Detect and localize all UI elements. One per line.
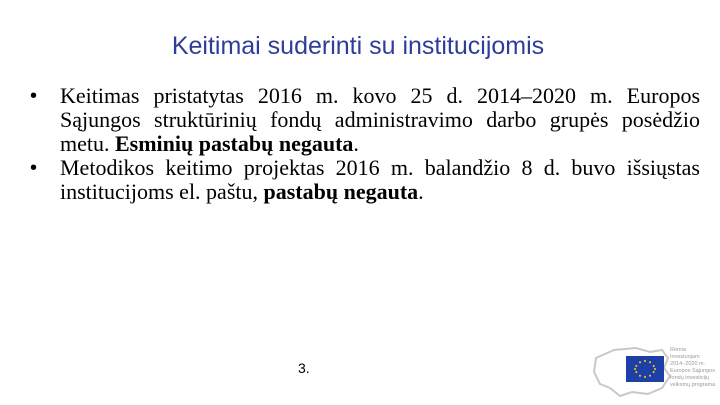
bullet-bold-text: Esminių pastabų negauta — [115, 131, 354, 156]
page-number: 3. — [298, 360, 310, 376]
bullet-list — [30, 84, 700, 204]
bullet-marker: • — [30, 157, 38, 179]
eu-flag — [626, 356, 664, 382]
slide-title: Keitimai suderinti su institucijomis — [171, 32, 545, 60]
bullet-text: Metodikos keitimo projektas 2016 m. balandžio 8 d. buvo išsiųstas institucijoms el. paštu, — [60, 155, 700, 204]
bullet-bold-text: pastabų negauta — [263, 179, 419, 204]
bullet-item — [30, 84, 700, 156]
bullet-text-end: . — [418, 179, 424, 204]
bullet-marker: • — [30, 85, 38, 107]
bullet-text-end: . — [353, 131, 359, 156]
bullet-item — [30, 156, 700, 204]
eu-funds-logo-text: Remia Investuojam 2014–2020 m. Europos Sąjungos fondų investicijų veiksmų programa — [670, 347, 716, 388]
bullet-text: Keitimas pristatytas 2016 m. kovo 25 d. 2014–2020 m. Europos Sąjungos struktūrinių fondų administravimo darbo grupės posėdžio metu. — [60, 83, 700, 156]
